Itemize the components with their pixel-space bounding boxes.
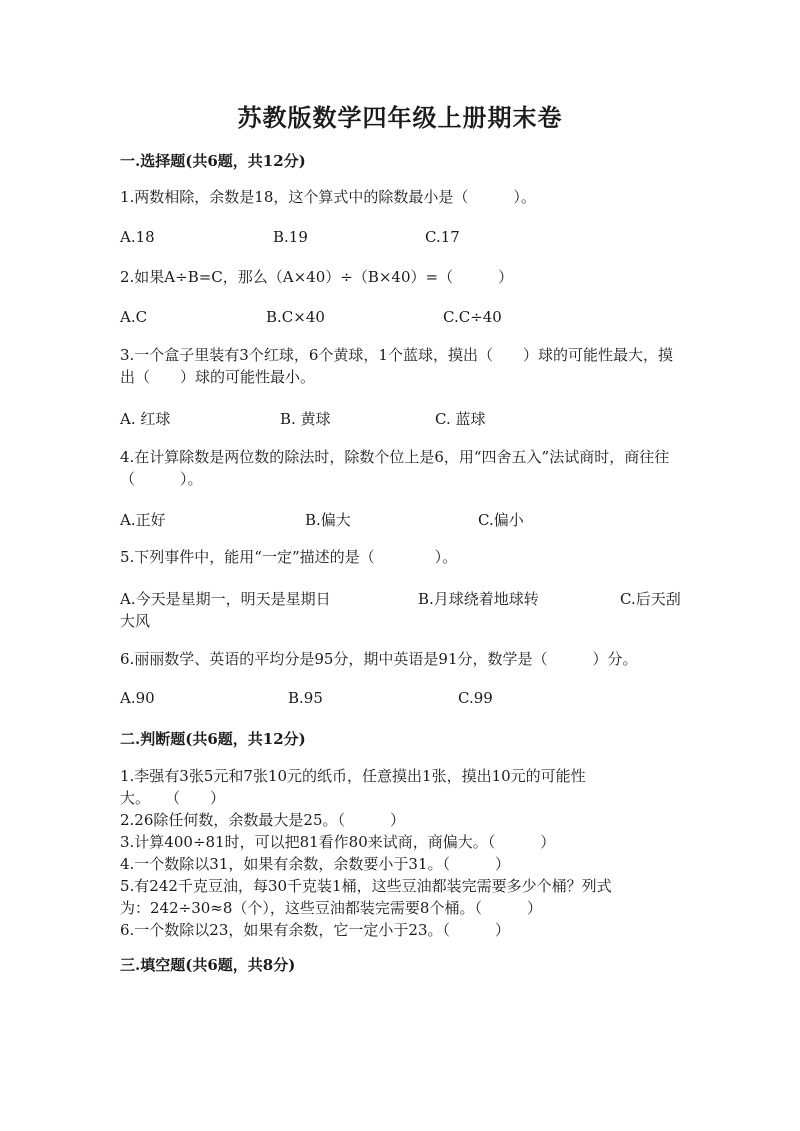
tf-item-4: 4.一个数除以31，如果有余数，余数要小于31。（ ）: [120, 855, 510, 873]
option-1-5-c-wrapper: [120, 588, 685, 632]
option-1-3-a: A. 红球: [120, 410, 171, 428]
option-1-6-c: C.99: [458, 689, 493, 707]
question-1-1: 1.两数相除，余数是18，这个算式中的除数最小是（ ）。: [120, 188, 536, 206]
option-1-1-b: B.19: [273, 228, 308, 246]
option-1-6-a: A.90: [120, 689, 155, 707]
exam-title: 苏教版数学四年级上册期末卷: [237, 103, 563, 132]
tf-item-1-line-1: 1.李强有3张5元和7张10元的纸币，任意摸出1张，摸出10元的可能性: [120, 767, 586, 785]
option-1-5-c: C.后天刮大风: [120, 590, 681, 630]
option-1-4-a: A.正好: [120, 511, 166, 529]
tf-item-5-line-2: 为：242÷30≈8（个），这些豆油都装完需要8个桶。（ ）: [120, 899, 542, 917]
tf-item-6: 6.一个数除以23，如果有余数，它一定小于23。（ ）: [120, 921, 510, 939]
section-3-heading: 三.填空题(共6题，共8分): [120, 956, 296, 974]
section-1-heading: 一.选择题(共6题，共12分): [120, 152, 306, 170]
tf-item-2: 2.26除任何数，余数最大是25。（ ）: [120, 811, 405, 829]
option-1-6-b: B.95: [288, 689, 323, 707]
option-1-2-b: B.C×40: [266, 308, 325, 326]
tf-item-1-line-2: 大。 （ ）: [120, 789, 226, 807]
question-1-5: 5.下列事件中，能用“一定”描述的是（ ）。: [120, 548, 458, 566]
option-1-2-c: C.C÷40: [443, 308, 502, 326]
true-false-list: [120, 765, 685, 941]
tf-item-5-line-1: 5.有242千克豆油，每30千克装1桶，这些豆油都装完需要多少个桶？列式: [120, 877, 612, 895]
option-1-3-c: C. 蓝球: [435, 410, 486, 428]
option-1-3-b: B. 黄球: [280, 410, 331, 428]
question-1-4: 4.在计算除数是两位数的除法时，除数个位上是6，用“四舍五入”法试商时，商往往（ ）。: [120, 448, 670, 488]
option-1-1-c: C.17: [425, 228, 460, 246]
question-1-6: 6.丽丽数学、英语的平均分是95分，期中英语是91分，数学是（ ）分。: [120, 650, 638, 668]
option-1-4-b: B.偏大: [305, 511, 351, 529]
question-1-3: 3.一个盒子里装有3个红球，6个黄球，1个蓝球，摸出（ ）球的可能性最大，摸出（ ）球的可能性最小。: [120, 346, 673, 386]
option-1-1-a: A.18: [120, 228, 155, 246]
option-1-4-c: C.偏小: [478, 511, 524, 529]
option-1-5-a: A.今天是星期一，明天是星期日: [120, 590, 331, 608]
question-1-2: 2.如果A÷B=C，那么（A×40）÷（B×40）=（ ）: [120, 268, 514, 286]
option-1-2-a: A.C: [120, 308, 148, 326]
section-2-heading: 二.判断题(共6题，共12分): [120, 730, 306, 748]
tf-item-3: 3.计算400÷81时，可以把81看作80来试商，商偏大。（ ）: [120, 833, 556, 851]
option-1-5-b: B.月球绕着地球转: [418, 590, 539, 608]
